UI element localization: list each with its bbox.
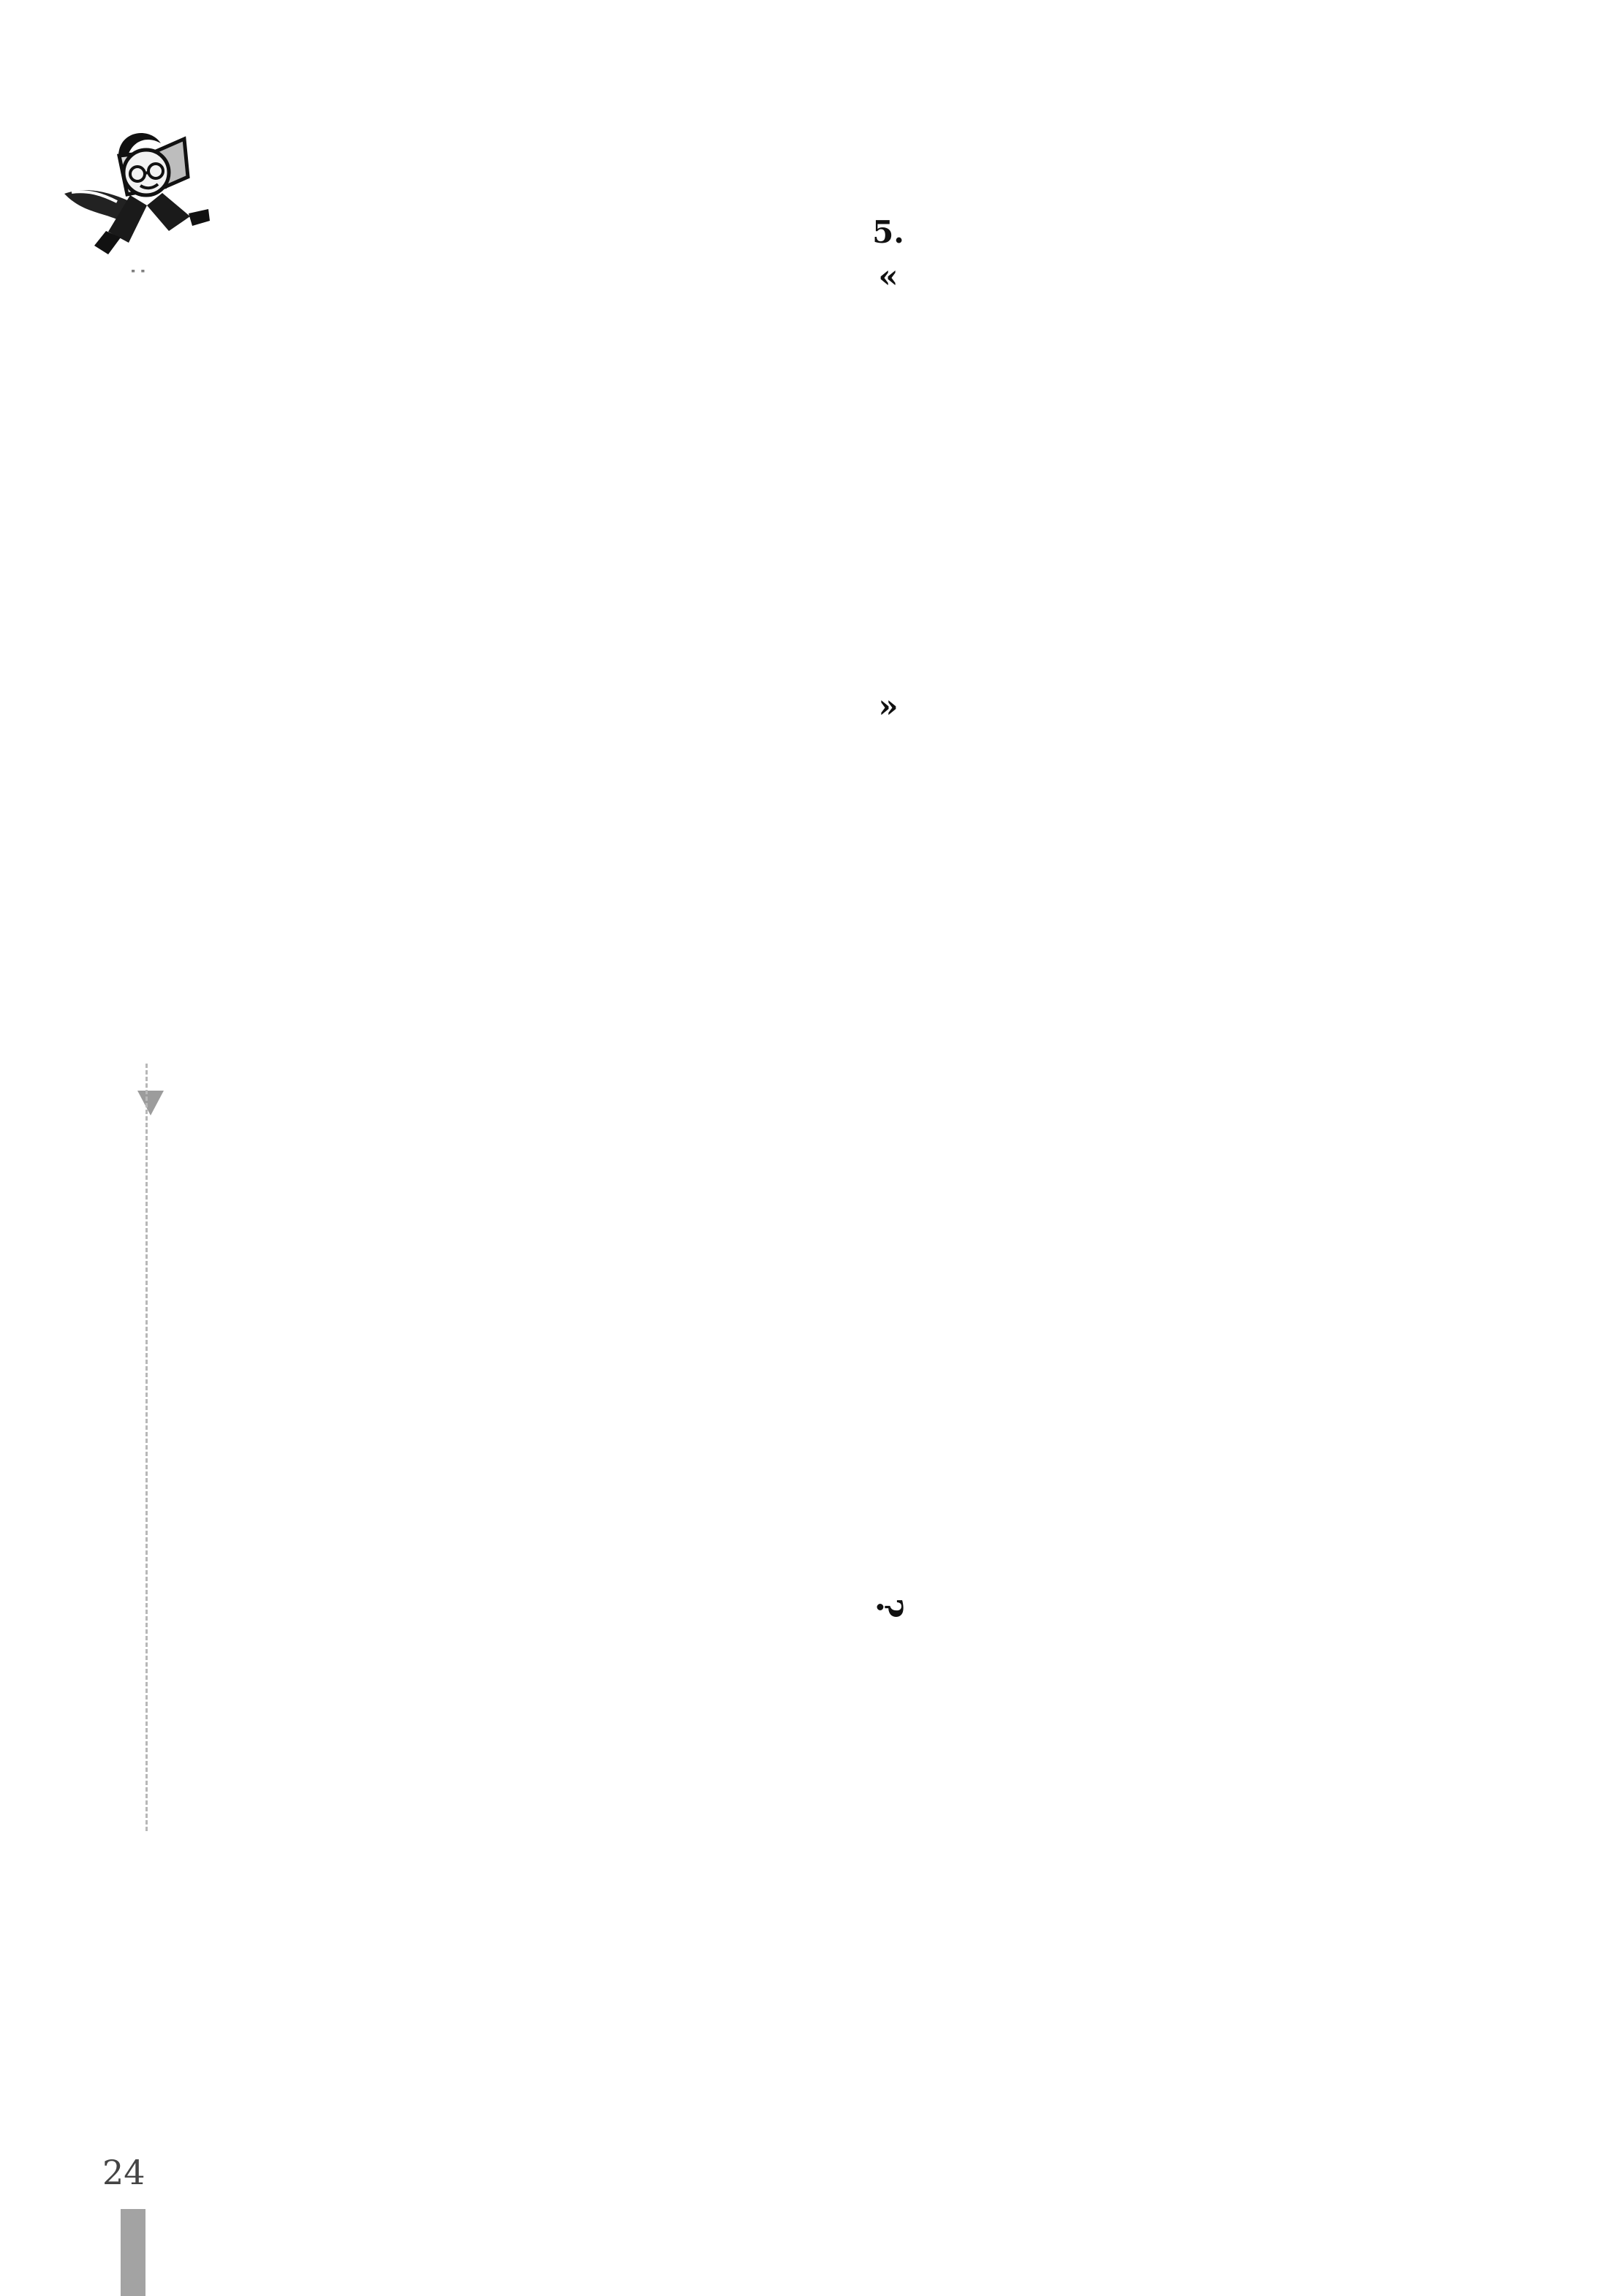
question-text [866, 300, 910, 1528]
reading-child-mascot-icon [58, 123, 223, 262]
question-close-quote: » [878, 688, 898, 725]
body-column [512, 223, 556, 2036]
running-header [80, 110, 263, 2025]
body-column [574, 223, 618, 2036]
body-column [1206, 223, 1250, 2036]
body-column [775, 223, 819, 2036]
question-open-quote: « [878, 258, 898, 295]
body-column [387, 223, 431, 2036]
body-column [1020, 223, 1064, 2036]
page-edge-tab [121, 2209, 145, 2296]
body-column [958, 223, 1002, 2036]
body-column [713, 223, 757, 2036]
running-header-label [123, 267, 156, 1060]
question-mark: ? [869, 1597, 909, 1619]
running-header-separator: : [125, 267, 154, 276]
body-column [1144, 223, 1188, 2036]
question-marker: 5. [872, 214, 904, 250]
body-column [263, 223, 307, 2036]
body-column [1393, 223, 1437, 2036]
triangle-down-icon [137, 1091, 164, 1115]
body-column [1082, 223, 1126, 2036]
body-column [651, 223, 695, 2036]
body-column [450, 223, 493, 2036]
body-column [1455, 223, 1499, 2036]
body-column [1331, 223, 1374, 2036]
body-column [325, 223, 369, 2036]
running-header-rule [145, 1064, 148, 1831]
body-column [1268, 223, 1312, 2036]
page-number: 24 [102, 2153, 145, 2192]
